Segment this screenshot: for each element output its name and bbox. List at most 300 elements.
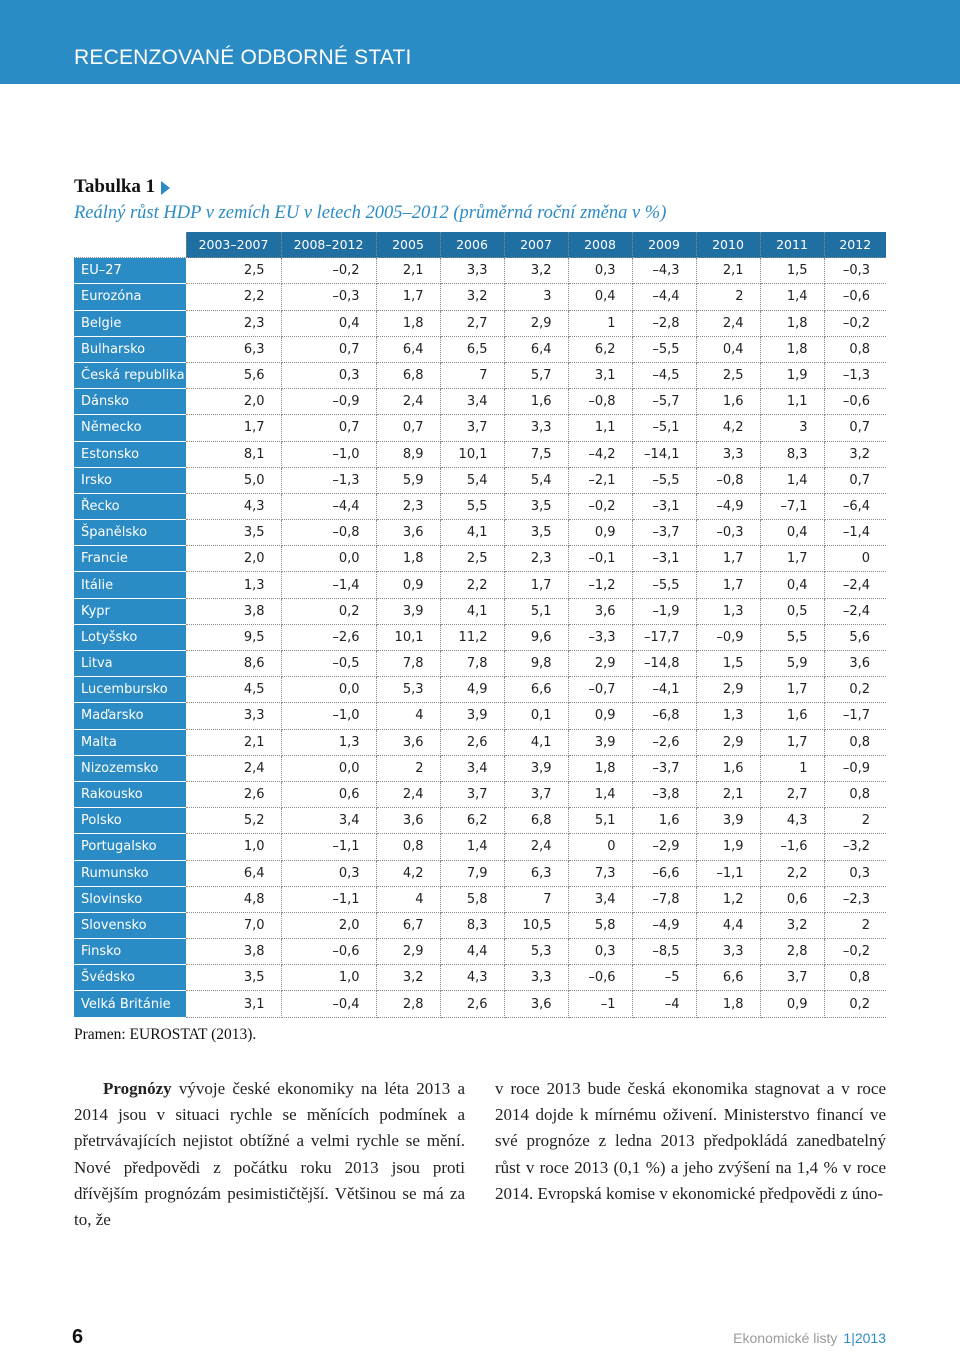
value-cell: 3,1 xyxy=(568,362,632,388)
table-row xyxy=(74,493,886,519)
value-cell: 3,2 xyxy=(824,441,886,467)
table-row xyxy=(74,336,886,362)
value-cell: 6,3 xyxy=(504,860,568,886)
table-header-row xyxy=(74,232,886,258)
table-corner-cell xyxy=(74,232,186,258)
value-cell: 4,3 xyxy=(440,965,504,991)
value-cell: –0,5 xyxy=(281,651,376,677)
value-cell: –0,9 xyxy=(281,389,376,415)
value-cell: –3,3 xyxy=(568,624,632,650)
table-row xyxy=(74,991,886,1017)
value-cell: 1,7 xyxy=(760,729,824,755)
value-cell: 2,4 xyxy=(376,781,440,807)
country-cell: Estonsko xyxy=(74,441,186,467)
value-cell: 0,0 xyxy=(281,755,376,781)
value-cell: 5,5 xyxy=(760,624,824,650)
value-cell: 2,2 xyxy=(760,860,824,886)
value-cell: 5,8 xyxy=(440,886,504,912)
value-cell: 3,5 xyxy=(504,493,568,519)
value-cell: 0,6 xyxy=(760,886,824,912)
value-cell: 3,3 xyxy=(186,703,281,729)
column-header: 2009 xyxy=(632,232,696,258)
value-cell: 5,8 xyxy=(568,912,632,938)
value-cell: 1,7 xyxy=(186,415,281,441)
table-row xyxy=(74,415,886,441)
value-cell: 0,7 xyxy=(281,336,376,362)
value-cell: –5,5 xyxy=(632,336,696,362)
value-cell: 3,4 xyxy=(281,808,376,834)
value-cell: 0,7 xyxy=(824,467,886,493)
value-cell: 7 xyxy=(504,886,568,912)
value-cell: 3,3 xyxy=(696,939,760,965)
value-cell: 0,8 xyxy=(824,336,886,362)
value-cell: 2 xyxy=(824,912,886,938)
value-cell: 3,4 xyxy=(440,389,504,415)
value-cell: –0,9 xyxy=(696,624,760,650)
country-cell: Velká Británie xyxy=(74,991,186,1017)
value-cell: 0,7 xyxy=(824,415,886,441)
value-cell: –8,5 xyxy=(632,939,696,965)
value-cell: 4,2 xyxy=(376,860,440,886)
value-cell: –1,9 xyxy=(632,598,696,624)
value-cell: 3,6 xyxy=(568,598,632,624)
value-cell: 1,8 xyxy=(760,310,824,336)
value-cell: 7,8 xyxy=(376,651,440,677)
country-cell: Slovinsko xyxy=(74,886,186,912)
country-cell: Francie xyxy=(74,546,186,572)
value-cell: –3,1 xyxy=(632,493,696,519)
column-header: 2006 xyxy=(440,232,504,258)
value-cell: –5,5 xyxy=(632,572,696,598)
value-cell: –5,1 xyxy=(632,415,696,441)
table-row xyxy=(74,834,886,860)
value-cell: 3,6 xyxy=(376,729,440,755)
value-cell: –1,1 xyxy=(696,860,760,886)
value-cell: 5,5 xyxy=(440,493,504,519)
country-cell: Dánsko xyxy=(74,389,186,415)
value-cell: 1,3 xyxy=(281,729,376,755)
value-cell: 0,3 xyxy=(568,258,632,284)
value-cell: 2,1 xyxy=(376,258,440,284)
column-header: 2005 xyxy=(376,232,440,258)
value-cell: 3,3 xyxy=(440,258,504,284)
column-header: 2007 xyxy=(504,232,568,258)
value-cell: 3,2 xyxy=(760,912,824,938)
value-cell: 0,9 xyxy=(760,991,824,1017)
value-cell: 2,1 xyxy=(696,258,760,284)
country-cell: Německo xyxy=(74,415,186,441)
gdp-growth-table xyxy=(74,232,886,1018)
country-cell: Polsko xyxy=(74,808,186,834)
value-cell: –2,1 xyxy=(568,467,632,493)
value-cell: 5,9 xyxy=(760,651,824,677)
table-label xyxy=(74,176,170,198)
value-cell: 1,8 xyxy=(760,336,824,362)
value-cell: –6,4 xyxy=(824,493,886,519)
table-row xyxy=(74,389,886,415)
value-cell: 5,4 xyxy=(504,467,568,493)
value-cell: –1,3 xyxy=(281,467,376,493)
value-cell: –1,0 xyxy=(281,441,376,467)
value-cell: –7,8 xyxy=(632,886,696,912)
value-cell: 2,9 xyxy=(696,677,760,703)
value-cell: –1,4 xyxy=(824,520,886,546)
value-cell: 0,2 xyxy=(281,598,376,624)
value-cell: 2,8 xyxy=(760,939,824,965)
value-cell: 3,2 xyxy=(376,965,440,991)
value-cell: 4,4 xyxy=(696,912,760,938)
value-cell: –0,8 xyxy=(281,520,376,546)
value-cell: 3,5 xyxy=(186,520,281,546)
value-cell: –5,5 xyxy=(632,467,696,493)
value-cell: 0,8 xyxy=(824,965,886,991)
value-cell: 1,3 xyxy=(696,598,760,624)
value-cell: 2,4 xyxy=(186,755,281,781)
value-cell: –0,2 xyxy=(824,310,886,336)
country-cell: Maďarsko xyxy=(74,703,186,729)
value-cell: 0,3 xyxy=(281,860,376,886)
value-cell: 6,3 xyxy=(186,336,281,362)
page-number: 6 xyxy=(72,1326,84,1348)
value-cell: 5,3 xyxy=(376,677,440,703)
value-cell: –1,3 xyxy=(824,362,886,388)
value-cell: 3,9 xyxy=(696,808,760,834)
table-source: Pramen: EUROSTAT (2013). xyxy=(74,1026,257,1043)
value-cell: –3,7 xyxy=(632,520,696,546)
value-cell: 6,8 xyxy=(376,362,440,388)
value-cell: 2 xyxy=(696,284,760,310)
value-cell: 1,4 xyxy=(568,781,632,807)
value-cell: 3,9 xyxy=(504,755,568,781)
column-header: 2010 xyxy=(696,232,760,258)
value-cell: –2,8 xyxy=(632,310,696,336)
country-cell: Nizozemsko xyxy=(74,755,186,781)
value-cell: 4 xyxy=(376,886,440,912)
lead-word: Prognózy xyxy=(103,1079,172,1098)
value-cell: 0,5 xyxy=(760,598,824,624)
body-column-right: v roce 2013 bude česká ekonomika stagnovat a v roce 2014 dojde k mírnému oživení. Ministerstvo financí ve své prognóze z ledna 2013 předpokládá zanedbatelný růst v roce 2013 (0,1 %) a jeho zvýšení na 1,4 % v roce 2014. Evropská komise v ekonomické předpovědi z úno- xyxy=(495,1079,886,1203)
table-row xyxy=(74,755,886,781)
value-cell: 10,1 xyxy=(440,441,504,467)
value-cell: 2,4 xyxy=(376,389,440,415)
value-cell: –1,7 xyxy=(824,703,886,729)
value-cell: 9,6 xyxy=(504,624,568,650)
value-cell: –0,3 xyxy=(696,520,760,546)
value-cell: 1,1 xyxy=(568,415,632,441)
value-cell: –17,7 xyxy=(632,624,696,650)
value-cell: –2,4 xyxy=(824,598,886,624)
value-cell: 7,8 xyxy=(440,651,504,677)
value-cell: –1,0 xyxy=(281,703,376,729)
value-cell: 2 xyxy=(376,755,440,781)
value-cell: 0,7 xyxy=(376,415,440,441)
value-cell: –0,9 xyxy=(824,755,886,781)
value-cell: 2,4 xyxy=(504,834,568,860)
country-cell: Rumunsko xyxy=(74,860,186,886)
value-cell: 3,6 xyxy=(376,520,440,546)
value-cell: 6,6 xyxy=(504,677,568,703)
country-cell: Česká republika xyxy=(74,362,186,388)
value-cell: –14,1 xyxy=(632,441,696,467)
value-cell: 6,4 xyxy=(186,860,281,886)
value-cell: 3 xyxy=(504,284,568,310)
column-header: 2012 xyxy=(824,232,886,258)
value-cell: –4,2 xyxy=(568,441,632,467)
value-cell: 2,9 xyxy=(376,939,440,965)
column-header: 2008 xyxy=(568,232,632,258)
value-cell: 5,6 xyxy=(824,624,886,650)
value-cell: 3,7 xyxy=(440,781,504,807)
value-cell: –1,6 xyxy=(760,834,824,860)
value-cell: –3,7 xyxy=(632,755,696,781)
value-cell: 1 xyxy=(760,755,824,781)
table-row xyxy=(74,677,886,703)
value-cell: 1 xyxy=(568,310,632,336)
value-cell: –0,8 xyxy=(568,389,632,415)
value-cell: 2,3 xyxy=(186,310,281,336)
value-cell: –0,4 xyxy=(281,991,376,1017)
value-cell: 4,4 xyxy=(440,939,504,965)
value-cell: 6,8 xyxy=(504,808,568,834)
value-cell: –4,9 xyxy=(632,912,696,938)
value-cell: –3,1 xyxy=(632,546,696,572)
table-row xyxy=(74,572,886,598)
value-cell: 3,3 xyxy=(504,415,568,441)
value-cell: 0,6 xyxy=(281,781,376,807)
value-cell: 2,8 xyxy=(376,991,440,1017)
value-cell: 7,3 xyxy=(568,860,632,886)
table-row xyxy=(74,362,886,388)
value-cell: 0,8 xyxy=(824,729,886,755)
value-cell: 2 xyxy=(824,808,886,834)
table-row xyxy=(74,651,886,677)
table-row xyxy=(74,703,886,729)
value-cell: 4,3 xyxy=(186,493,281,519)
value-cell: 5,7 xyxy=(504,362,568,388)
value-cell: 1,4 xyxy=(760,467,824,493)
value-cell: 4,3 xyxy=(760,808,824,834)
value-cell: 0,2 xyxy=(824,991,886,1017)
value-cell: 2,9 xyxy=(696,729,760,755)
value-cell: 0,8 xyxy=(376,834,440,860)
value-cell: –0,8 xyxy=(696,467,760,493)
value-cell: 6,2 xyxy=(440,808,504,834)
value-cell: 0,3 xyxy=(281,362,376,388)
country-cell: Irsko xyxy=(74,467,186,493)
value-cell: 2,7 xyxy=(440,310,504,336)
value-cell: –3,8 xyxy=(632,781,696,807)
table-row xyxy=(74,520,886,546)
value-cell: 3,8 xyxy=(186,939,281,965)
value-cell: 6,7 xyxy=(376,912,440,938)
value-cell: –4 xyxy=(632,991,696,1017)
journal-issue: 1|2013 xyxy=(843,1330,886,1346)
value-cell: 6,6 xyxy=(696,965,760,991)
value-cell: 10,5 xyxy=(504,912,568,938)
table-row xyxy=(74,310,886,336)
value-cell: 2,9 xyxy=(568,651,632,677)
value-cell: 8,1 xyxy=(186,441,281,467)
value-cell: –0,2 xyxy=(824,939,886,965)
country-cell: Lucembursko xyxy=(74,677,186,703)
table-row xyxy=(74,258,886,284)
value-cell: 1,1 xyxy=(760,389,824,415)
value-cell: 1,7 xyxy=(760,677,824,703)
table-row xyxy=(74,860,886,886)
value-cell: –4,1 xyxy=(632,677,696,703)
value-cell: 1,8 xyxy=(376,546,440,572)
value-cell: 0,4 xyxy=(281,310,376,336)
value-cell: –0,2 xyxy=(281,258,376,284)
value-cell: 1,3 xyxy=(186,572,281,598)
value-cell: 7 xyxy=(440,362,504,388)
value-cell: 2,0 xyxy=(281,912,376,938)
country-cell: EU–27 xyxy=(74,258,186,284)
value-cell: 2,1 xyxy=(186,729,281,755)
value-cell: –0,2 xyxy=(568,493,632,519)
value-cell: 3,2 xyxy=(440,284,504,310)
value-cell: 4,8 xyxy=(186,886,281,912)
value-cell: 2,9 xyxy=(504,310,568,336)
value-cell: 1,2 xyxy=(696,886,760,912)
table-caption: Reálný růst HDP v zemích EU v letech 2005–2012 (průměrná roční změna v %) xyxy=(74,203,667,223)
country-cell: Portugalsko xyxy=(74,834,186,860)
value-cell: 2,6 xyxy=(186,781,281,807)
section-title: RECENZOVANÉ ODBORNÉ STATI xyxy=(74,46,412,69)
column-header: 2011 xyxy=(760,232,824,258)
value-cell: 1,9 xyxy=(760,362,824,388)
value-cell: 2,1 xyxy=(696,781,760,807)
value-cell: 3,9 xyxy=(440,703,504,729)
value-cell: –5,7 xyxy=(632,389,696,415)
value-cell: 3,1 xyxy=(186,991,281,1017)
value-cell: 4,1 xyxy=(440,520,504,546)
country-cell: Švédsko xyxy=(74,965,186,991)
value-cell: 2,5 xyxy=(440,546,504,572)
value-cell: 0,4 xyxy=(696,336,760,362)
value-cell: 0,7 xyxy=(281,415,376,441)
value-cell: 2,3 xyxy=(376,493,440,519)
value-cell: 3,6 xyxy=(504,991,568,1017)
value-cell: 0,2 xyxy=(824,677,886,703)
value-cell: 0 xyxy=(568,834,632,860)
triangle-right-icon xyxy=(161,181,170,195)
value-cell: 1,7 xyxy=(696,572,760,598)
value-cell: 1,7 xyxy=(376,284,440,310)
value-cell: 8,9 xyxy=(376,441,440,467)
value-cell: 3,8 xyxy=(186,598,281,624)
value-cell: –2,4 xyxy=(824,572,886,598)
value-cell: 2,4 xyxy=(696,310,760,336)
table-row xyxy=(74,965,886,991)
table-row xyxy=(74,598,886,624)
value-cell: 1,8 xyxy=(696,991,760,1017)
value-cell: –1,2 xyxy=(568,572,632,598)
column-header: 2008–2012 xyxy=(281,232,376,258)
country-cell: Finsko xyxy=(74,939,186,965)
country-cell: Belgie xyxy=(74,310,186,336)
table-row xyxy=(74,441,886,467)
value-cell: 4,5 xyxy=(186,677,281,703)
value-cell: –0,3 xyxy=(824,258,886,284)
value-cell: 0,9 xyxy=(376,572,440,598)
value-cell: 2,7 xyxy=(760,781,824,807)
value-cell: 1,6 xyxy=(504,389,568,415)
value-cell: 2,3 xyxy=(504,546,568,572)
value-cell: 3,3 xyxy=(504,965,568,991)
value-cell: 6,4 xyxy=(504,336,568,362)
value-cell: 5,3 xyxy=(504,939,568,965)
value-cell: 1,9 xyxy=(696,834,760,860)
value-cell: 0 xyxy=(824,546,886,572)
value-cell: 4 xyxy=(376,703,440,729)
value-cell: 3,3 xyxy=(696,441,760,467)
country-cell: Itálie xyxy=(74,572,186,598)
value-cell: 9,5 xyxy=(186,624,281,650)
value-cell: –4,4 xyxy=(632,284,696,310)
value-cell: 3,7 xyxy=(504,781,568,807)
value-cell: 0,4 xyxy=(568,284,632,310)
table-row xyxy=(74,467,886,493)
value-cell: –4,9 xyxy=(696,493,760,519)
country-cell: Eurozóna xyxy=(74,284,186,310)
value-cell: –1,4 xyxy=(281,572,376,598)
value-cell: –2,6 xyxy=(632,729,696,755)
value-cell: 5,1 xyxy=(568,808,632,834)
value-cell: 0,3 xyxy=(824,860,886,886)
value-cell: 1,6 xyxy=(696,389,760,415)
table-label-text: Tabulka 1 xyxy=(74,176,156,197)
value-cell: 0,8 xyxy=(824,781,886,807)
value-cell: 7,9 xyxy=(440,860,504,886)
table-row xyxy=(74,912,886,938)
value-cell: –0,3 xyxy=(281,284,376,310)
value-cell: 4,9 xyxy=(440,677,504,703)
table-body xyxy=(74,258,886,1017)
value-cell: 1,6 xyxy=(760,703,824,729)
value-cell: –1,1 xyxy=(281,886,376,912)
value-cell: 2,5 xyxy=(186,258,281,284)
value-cell: 5,1 xyxy=(504,598,568,624)
value-cell: 1,5 xyxy=(760,258,824,284)
value-cell: 3,5 xyxy=(504,520,568,546)
value-cell: 0,9 xyxy=(568,520,632,546)
country-cell: Malta xyxy=(74,729,186,755)
value-cell: –4,5 xyxy=(632,362,696,388)
value-cell: 1,7 xyxy=(696,546,760,572)
value-cell: 1,4 xyxy=(440,834,504,860)
value-cell: 3,9 xyxy=(376,598,440,624)
country-cell: Lotyšsko xyxy=(74,624,186,650)
table-row xyxy=(74,546,886,572)
value-cell: –0,7 xyxy=(568,677,632,703)
value-cell: 0,3 xyxy=(568,939,632,965)
value-cell: 8,3 xyxy=(440,912,504,938)
value-cell: 4,1 xyxy=(504,729,568,755)
country-cell: Bulharsko xyxy=(74,336,186,362)
column-header: 2003–2007 xyxy=(186,232,281,258)
value-cell: 1,6 xyxy=(632,808,696,834)
value-cell: 3,7 xyxy=(760,965,824,991)
value-cell: –4,3 xyxy=(632,258,696,284)
value-cell: 1,4 xyxy=(760,284,824,310)
value-cell: –1,1 xyxy=(281,834,376,860)
country-cell: Španělsko xyxy=(74,520,186,546)
value-cell: 9,8 xyxy=(504,651,568,677)
value-cell: 0,9 xyxy=(568,703,632,729)
value-cell: 2,0 xyxy=(186,389,281,415)
value-cell: 3,6 xyxy=(376,808,440,834)
